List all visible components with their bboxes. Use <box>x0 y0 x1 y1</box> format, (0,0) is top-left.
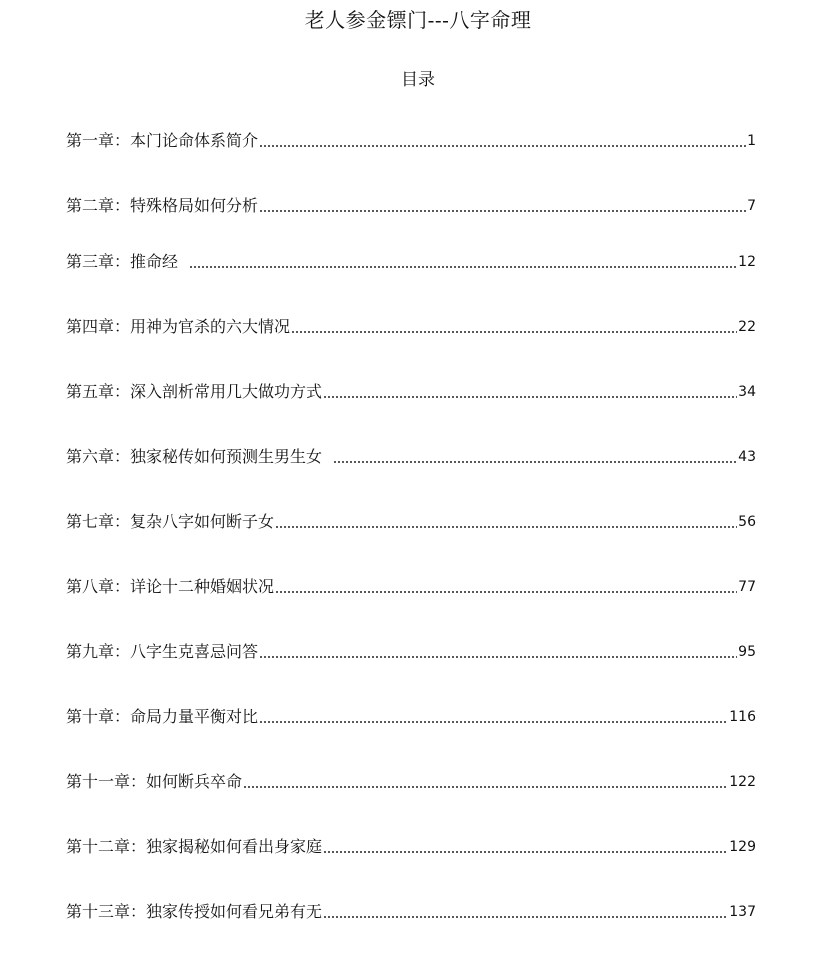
toc-entry-13[interactable] <box>66 901 756 923</box>
toc-chapter-number: 第一章 <box>66 131 115 150</box>
toc-chapter-number: 第八章 <box>66 577 115 596</box>
toc-page-number: 95 <box>738 644 756 660</box>
toc-separator: ： <box>130 902 147 921</box>
toc-entry-6[interactable] <box>66 446 756 468</box>
toc-page-number: 22 <box>738 319 756 335</box>
toc-leader-dots <box>275 511 737 533</box>
toc-chapter-number: 第十二章 <box>66 837 131 856</box>
toc-separator: ： <box>130 837 147 856</box>
toc-chapter-title: 本门论命体系简介 <box>130 131 259 150</box>
toc-chapter-title: 独家秘传如何预测生男生女 <box>130 447 333 466</box>
toc-page-number: 12 <box>738 254 756 270</box>
toc-heading: 目录 <box>401 70 435 90</box>
toc-separator: ： <box>114 252 131 271</box>
toc-entry-12[interactable] <box>66 836 756 858</box>
toc-chapter-title: 推命经 <box>130 252 189 271</box>
toc-page-number: 1 <box>747 133 756 149</box>
toc-leader-dots <box>243 771 728 793</box>
toc-separator: ： <box>114 577 131 596</box>
toc-separator: ： <box>114 317 131 336</box>
toc-chapter-title: 独家揭秘如何看出身家庭 <box>146 837 323 856</box>
toc-leader-dots <box>291 316 737 338</box>
toc-chapter-title: 用神为官杀的六大情况 <box>130 317 291 336</box>
toc-separator: ： <box>114 512 131 531</box>
toc-separator: ： <box>130 772 147 791</box>
toc-page-number: 122 <box>729 774 756 790</box>
toc-separator: ： <box>114 382 131 401</box>
toc-leader-dots <box>323 901 728 923</box>
toc-page-number: 77 <box>738 579 756 595</box>
toc-separator: ： <box>114 196 131 215</box>
toc-chapter-number: 第四章 <box>66 317 115 336</box>
toc-entry-9[interactable] <box>66 641 756 663</box>
toc-entry-10[interactable] <box>66 706 756 728</box>
document-title: 老人参金镖门---八字命理 <box>304 8 532 32</box>
toc-leader-dots <box>323 836 728 858</box>
toc-leader-dots <box>189 251 737 273</box>
toc-entry-11[interactable] <box>66 771 756 793</box>
toc-entry-2[interactable] <box>66 195 756 217</box>
toc-entry-3[interactable] <box>66 251 756 273</box>
toc-chapter-number: 第二章 <box>66 196 115 215</box>
toc-chapter-title: 特殊格局如何分析 <box>130 196 259 215</box>
toc-chapter-title: 复杂八字如何断子女 <box>130 512 275 531</box>
toc-chapter-number: 第十一章 <box>66 772 131 791</box>
toc-page-number: 7 <box>747 198 756 214</box>
toc-leader-dots <box>259 195 746 217</box>
toc-page-number: 43 <box>738 449 756 465</box>
toc-chapter-number: 第十章 <box>66 707 115 726</box>
toc-separator: ： <box>114 131 131 150</box>
toc-chapter-title: 八字生克喜忌问答 <box>130 642 259 661</box>
toc-chapter-title: 深入剖析常用几大做功方式 <box>130 382 323 401</box>
toc-entry-4[interactable] <box>66 316 756 338</box>
toc-leader-dots <box>323 381 737 403</box>
toc-chapter-title: 详论十二种婚姻状况 <box>130 577 275 596</box>
toc-entry-8[interactable] <box>66 576 756 598</box>
toc-page-number: 34 <box>738 384 756 400</box>
toc-page-number: 116 <box>729 709 756 725</box>
toc-leader-dots <box>275 576 737 598</box>
toc-chapter-number: 第五章 <box>66 382 115 401</box>
toc-separator: ： <box>114 447 131 466</box>
toc-chapter-number: 第七章 <box>66 512 115 531</box>
toc-entry-7[interactable] <box>66 511 756 533</box>
toc-page-number: 56 <box>738 514 756 530</box>
toc-separator: ： <box>114 707 131 726</box>
toc-leader-dots <box>333 446 737 468</box>
toc-chapter-title: 独家传授如何看兄弟有无 <box>146 902 323 921</box>
toc-chapter-title: 如何断兵卒命 <box>146 772 243 791</box>
toc-entry-5[interactable] <box>66 381 756 403</box>
toc-leader-dots <box>259 706 728 728</box>
toc-leader-dots <box>259 641 737 663</box>
toc-chapter-number: 第三章 <box>66 252 115 271</box>
toc-entry-1[interactable] <box>66 130 756 152</box>
toc-page-number: 137 <box>729 904 756 920</box>
toc-page-number: 129 <box>729 839 756 855</box>
toc-chapter-number: 第十三章 <box>66 902 131 921</box>
toc-chapter-number: 第九章 <box>66 642 115 661</box>
toc-separator: ： <box>114 642 131 661</box>
toc-leader-dots <box>259 130 746 152</box>
toc-chapter-number: 第六章 <box>66 447 115 466</box>
toc-chapter-title: 命局力量平衡对比 <box>130 707 259 726</box>
